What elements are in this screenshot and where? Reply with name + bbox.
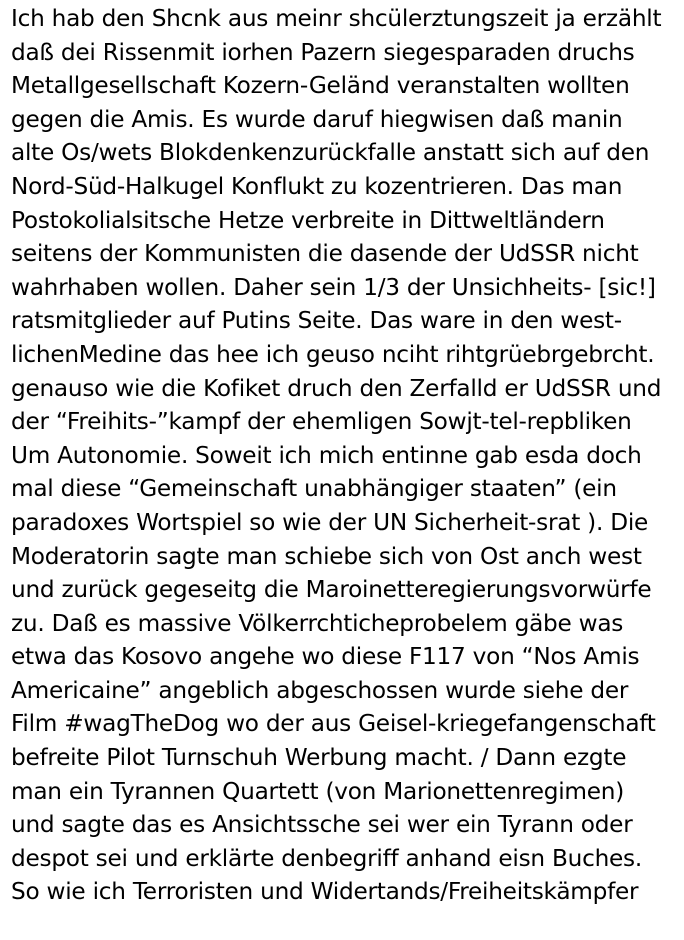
text-line-4: gegen die Amis. Es wurde daruf hiegwisen daß manin: [11, 105, 623, 133]
text-line-12: genauso wie die Kofiket druch den Zerfalld er UdSSR und: [11, 374, 662, 402]
text-line-8: seitens der Kommunisten die dasende der UdSSR nicht: [11, 240, 639, 268]
text-line-10: ratsmitglieder auf Putins Seite. Das ware in den west-: [11, 307, 622, 335]
text-line-2: daß dei Rissenmit iorhen Pazern siegesparaden druchs: [11, 38, 635, 66]
text-line-17: Moderatorin sagte man schiebe sich von Ost anch west: [11, 542, 642, 570]
text-line-21: Americaine” angeblich abgeschossen wurde siehe der: [11, 676, 629, 704]
text-line-7: Postokolialsitsche Hetze verbreite in Dittweltländern: [11, 206, 605, 234]
text-line-15: mal diese “Gemeinschaft unabhängiger staaten” (ein: [11, 475, 617, 503]
text-line-24: man ein Tyrannen Quartett (von Marionettenregimen): [11, 777, 625, 805]
text-line-27: So wie ich Terroristen und Widertands/Freiheitskämpfer: [11, 878, 639, 906]
text-line-19: zu. Daß es massive Völkerrchticheprobelem gäbe was: [11, 609, 624, 637]
text-line-20: etwa das Kosovo angehe wo diese F117 von “Nos Amis: [11, 643, 640, 671]
text-line-16: paradoxes Wortspiel so wie der UN Sicherheit-srat ). Die: [11, 508, 649, 536]
text-line-23: befreite Pilot Turnschuh Werbung macht. / Dann ezgte: [11, 744, 627, 772]
text-line-6: Nord-Süd-Halkugel Konflukt zu kozentrieren. Das man: [11, 172, 623, 200]
text-line-5: alte Os/wets Blokdenkenzurückfalle anstatt sich auf den: [11, 139, 650, 167]
text-line-22: Film #wagTheDog wo der aus Geisel-kriegefangenschaft: [11, 710, 656, 738]
text-line-26: despot sei und erklärte denbegriff anhand eisn Buches.: [11, 844, 642, 872]
text-line-9: wahrhaben wollen. Daher sein 1/3 der Unsichheits- [sic!]: [11, 273, 656, 301]
text-line-3: Metallgesellschaft Kozern-Geländ veranstalten wollten: [11, 72, 630, 100]
text-line-1: Ich hab den Shcnk aus meinr shcülerztungszeit ja erzählt: [11, 5, 662, 32]
text-body: [11, 2, 683, 909]
text-line-11: lichenMedine das hee ich geuso nciht rihtgrüebrgebrcht.: [11, 340, 655, 368]
text-line-14: Um Autonomie. Soweit ich mich entinne gab esda doch: [11, 441, 642, 469]
text-line-25: und sagte das es Ansichtssche sei wer ein Tyrann oder: [11, 811, 633, 839]
text-line-13: der “Freihits-”kampf der ehemligen Sowjt-tel-repbliken: [11, 408, 632, 436]
text-line-18: und zurück gegeseitg die Maroinetteregierungsvorwürfe: [11, 576, 652, 604]
